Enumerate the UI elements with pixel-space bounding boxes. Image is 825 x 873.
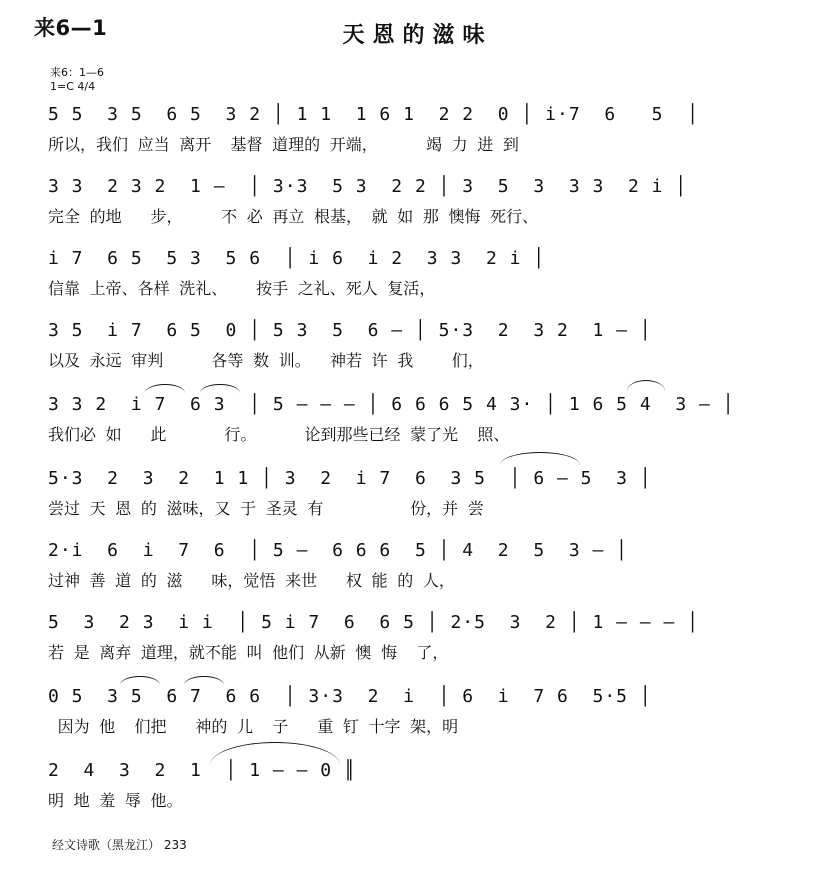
notation: 2·i 6 i 7 6 │ 5 – 6 6 6 5 │ 4 2 5 3 – │ [48, 540, 629, 561]
lyrics: 完全 的地 步， 不 必 再立 根基， 就 如 那 懊悔 死行、 [48, 207, 539, 226]
lyrics: 若 是 离弃 道理，就不能 叫 他们 从新 懊 悔 了， [48, 643, 449, 662]
footer-source [52, 836, 187, 853]
source-book: 经文诗歌（黑龙江） [52, 838, 161, 852]
score-line [0, 320, 825, 390]
score-line [0, 468, 825, 538]
lyrics: 所以，我们 应当 离开 基督 道理的 开端， 竭 力 进 到 [48, 135, 519, 154]
notation: 0 5 3 5 6 7 6 6 │ 3·3 2 i │ 6 i 7 6 5·5 │ [48, 686, 652, 707]
lyrics: 过神 善 道 的 滋 味，觉悟 来世 权 能 的 人， [48, 571, 455, 590]
notation: 5 3 2 3 i i │ 5 i 7 6 6 5 │ 2·5 3 2 │ 1 – – – │ [48, 612, 700, 633]
score-line [0, 104, 825, 174]
lyrics: 明 地 羞 辱 他。 [48, 791, 183, 810]
page-number: 233 [163, 838, 187, 852]
lyrics: 我们必 如 此 行。 论到那些已经 蒙了光 照、 [48, 425, 510, 444]
notation: i 7 6 5 5 3 5 6 │ i 6 i 2 3 3 2 i │ [48, 248, 546, 269]
notation: 5·3 2 3 2 1 1 │ 3 2 i 7 6 3 5 │ 6 – 5 3 │ [48, 468, 652, 489]
scripture-reference: 来6：1—6 [50, 66, 104, 79]
notation: 2 4 3 2 1 │ 1 – – 0 ║ [48, 760, 356, 781]
score-line [0, 176, 825, 246]
score-line [0, 612, 825, 682]
score-line [0, 686, 825, 756]
notation: 5 5 3 5 6 5 3 2 │ 1 1 1 6 1 2 2 0 │ i·7 6 5 │ [48, 104, 700, 125]
song-title: 天恩的滋味 [342, 22, 493, 48]
lyrics: 尝过 天 恩 的 滋味，又 于 圣灵 有 份，并 尝 [48, 499, 484, 518]
lyrics: 信靠 上帝、各样 洗礼、 按手 之礼、死人 复活， [48, 279, 436, 298]
score-line [0, 540, 825, 610]
key-signature: 1=C 4/4 [50, 80, 96, 93]
reference-number: 来6—1 [34, 16, 108, 40]
notation: 3 3 2 3 2 1 – │ 3·3 5 3 2 2 │ 3 5 3 3 3 2 i │ [48, 176, 688, 197]
score-line [0, 394, 825, 464]
notation: 3 5 i 7 6 5 0 │ 5 3 5 6 – │ 5·3 2 3 2 1 – │ [48, 320, 652, 341]
lyrics: 以及 永远 审判 各等 数 训。 神若 许 我 们， [48, 351, 484, 370]
lyrics: 因为 他 们把 神的 儿 子 重 钉 十字 架，明 [48, 717, 459, 736]
notation: 3 3 2 i 7 6 3 │ 5 – – – │ 6 6 6 5 4 3· │ 1 6 5 4 3 – │ [48, 394, 735, 415]
score-line [0, 760, 825, 830]
score-line [0, 248, 825, 318]
